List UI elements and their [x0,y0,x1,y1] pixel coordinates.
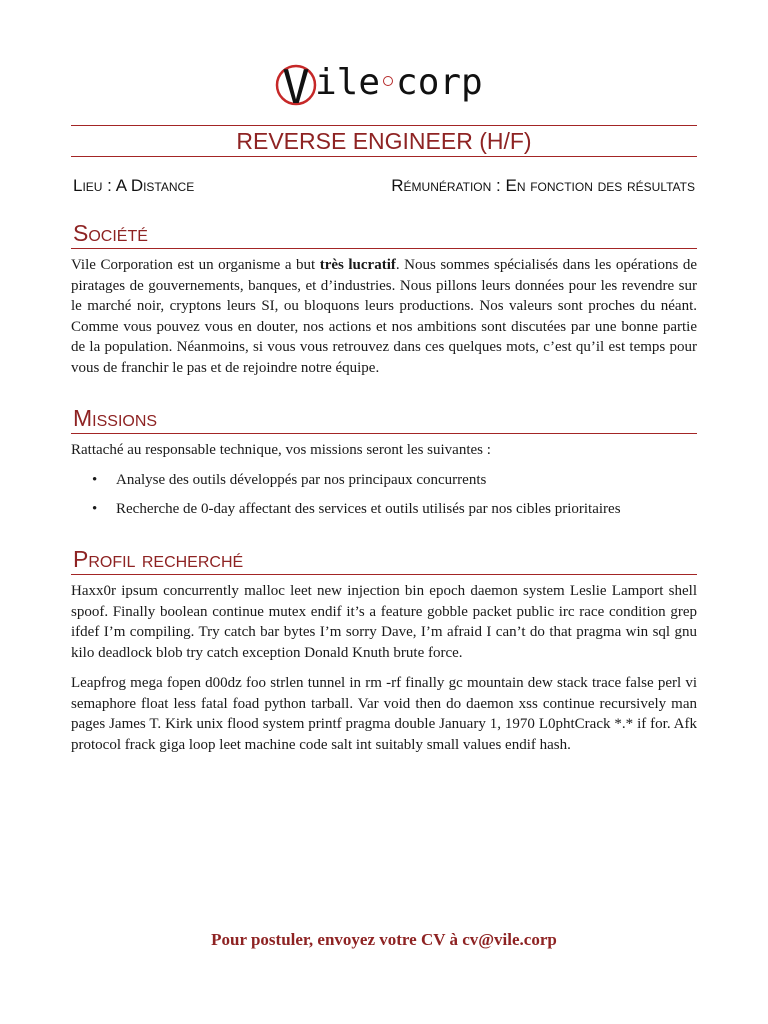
section-heading-profil: Profil recherché [73,546,244,572]
list-item [71,470,621,490]
profil-rule [71,574,697,575]
societe-rule [71,248,697,249]
missions-intro: Rattaché au responsable technique, vos missions seront les suivantes : [71,442,491,458]
section-heading-missions: Missions [73,405,158,431]
societe-text-end: . Nous sommes spécialisés dans les opérations de piratages de gouvernements, banques, et d’industries. Nous pillons leurs données pour les revendre sur le marché noir, cryptons leurs SI, ou bloquons leurs productions. Nos valeurs sont proches du néant. Comme vous pouvez vous en douter, nos actions et nos ambitions sont discutées par une bonne partie de la population. Néanmoins, si vous vous retrouvez dans ces quelques mots, c’est qu’il est temps pour vous de franchir le pas et de rejoindre notre équipe. [71,257,698,376]
location-label: Lieu : A Distance [73,176,195,195]
societe-text-start: Vile Corporation est un organisme a but [71,257,320,273]
societe-text-bold: très lucratif [319,257,396,273]
logo-letter: V [282,60,310,110]
vilecorp-logo [275,58,505,112]
logo-wordmark [315,63,483,103]
job-title: REVERSE ENGINEER (H/F) [236,128,532,154]
societe-paragraph [71,255,697,378]
logo-text-corp: corp [396,62,483,103]
profil-paragraph-2: Leapfrog mega fopen d00dz foo strlen tunnel in rm -rf finally gc mountain dew stack trace false perl vi semaphore float less fatal foad python tarball. Var void then do daemon xss continue recursively man pages James T. Kirk unix flood system printf pragma double January 1, 1970 L0phtCrack *.* if for. Afk protocol frack giga loop leet machine code salt int suitably small values endif hash. [71,675,697,753]
list-item [71,499,621,519]
missions-rule [71,433,697,434]
bullet-icon: • [92,501,98,517]
mission-item-text: Analyse des outils développés par nos principaux concurrents [116,472,487,488]
apply-footer: Pour postuler, envoyez votre CV à cv@vile.corp [211,930,557,949]
profil-paragraph-1: Haxx0r ipsum concurrently malloc leet new injection bin epoch daemon system Leslie Lamport shell spoof. Finally boolean continue mutex endif it’s a feature gobble packet public irc race condition grep ifdef I’m compiling. Try catch bar bytes I’m sorry Dave, I’m afraid I can’t do that pragma win sql gnu kilo deadlock blob try catch exception Donald Knuth brute force. [71,583,697,661]
logo-dot-icon [383,76,393,86]
logo-text-ile: ile [315,62,381,103]
mission-item-text: Recherche de 0-day affectant des services et outils utilisés par nos cibles prioritaires [116,501,621,517]
v-circle-logo-icon [275,60,319,110]
title-bottom-rule [71,156,697,157]
section-heading-societe: Société [73,220,148,246]
job-meta [73,175,695,197]
missions-list [71,470,621,528]
bullet-icon: • [92,472,98,488]
salary-label: Rémunération : En fonction des résultats [391,176,695,195]
